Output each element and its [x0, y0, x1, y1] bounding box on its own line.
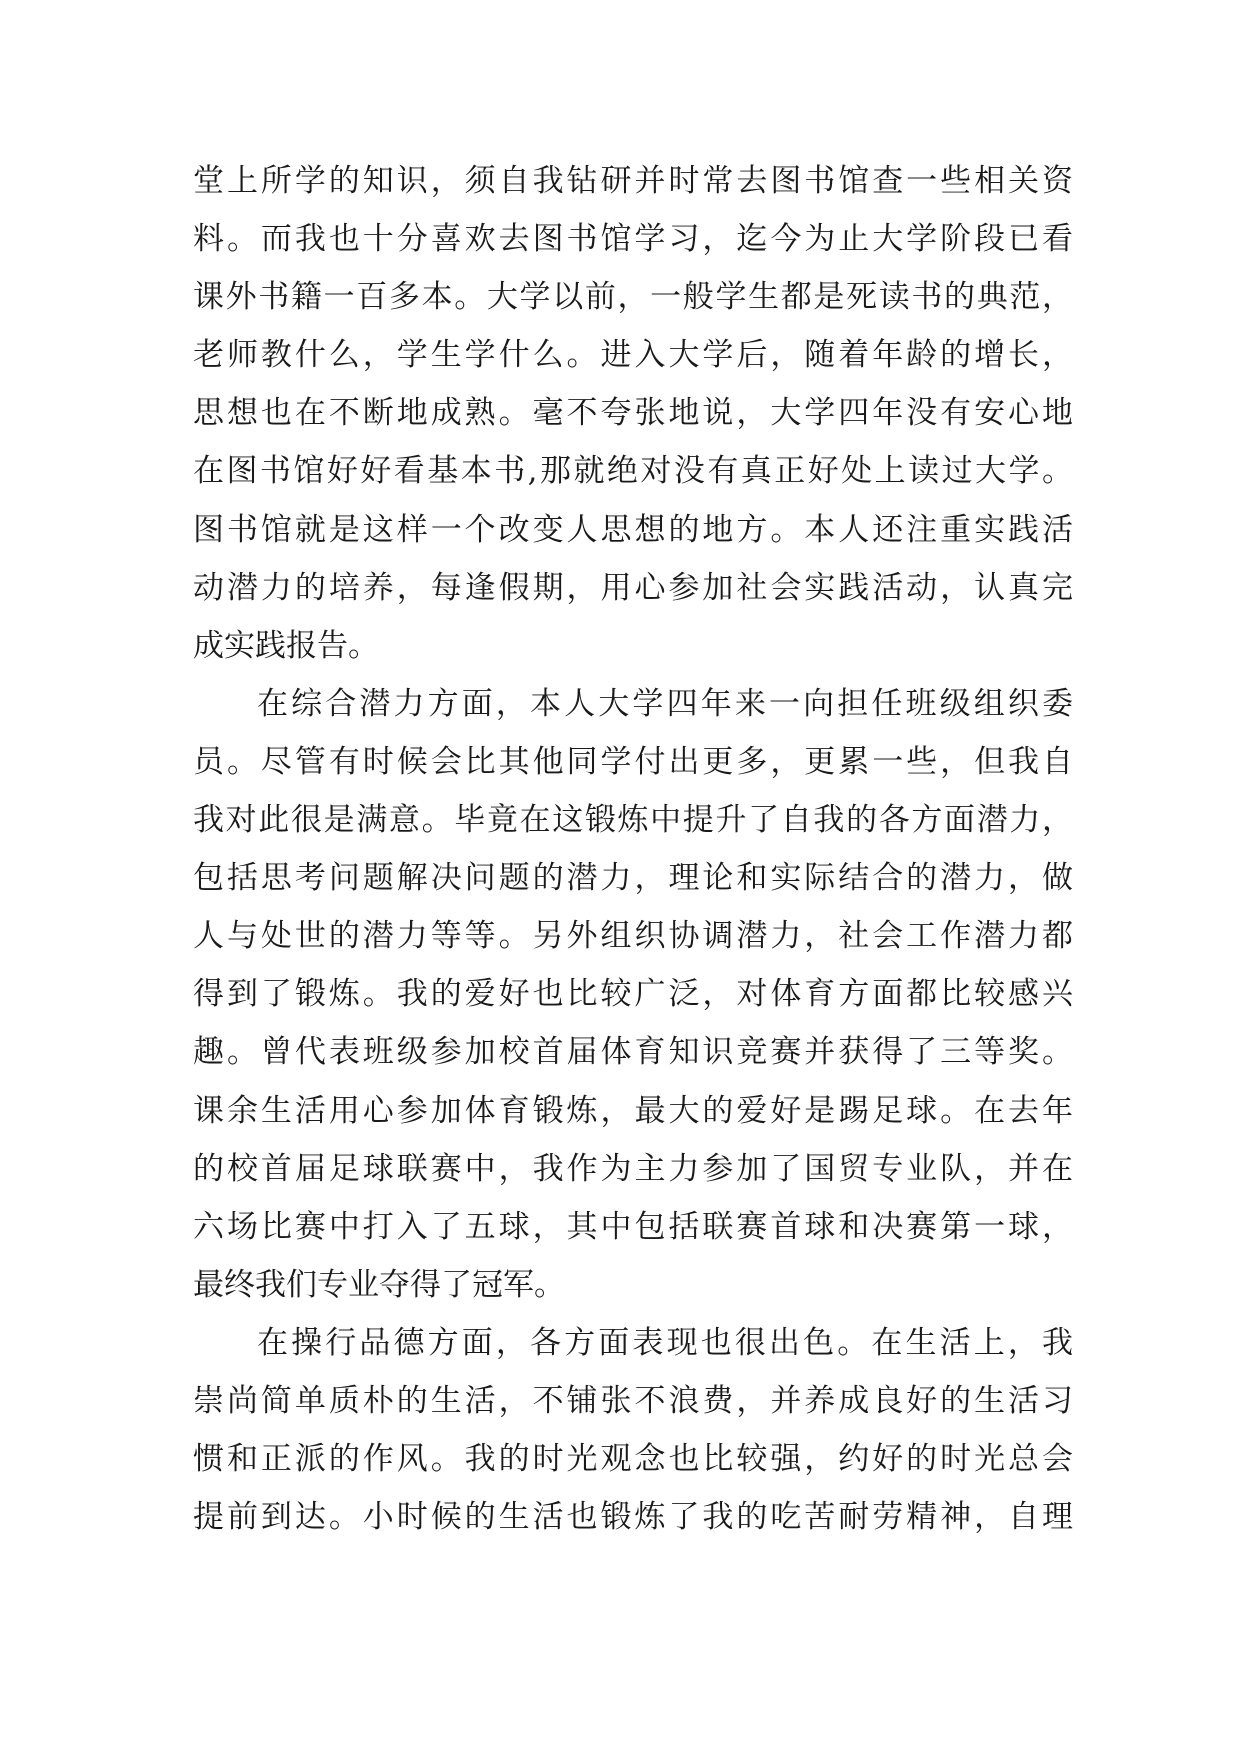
text-line: 趣。曾代表班级参加校首届体育知识竞赛并获得了三等奖。: [193, 1034, 1073, 1071]
text-line: 课外书籍一百多本。大学以前，一般学生都是死读书的典范，: [193, 279, 1073, 316]
text-line: 得到了锻炼。我的爱好也比较广泛，对体育方面都比较感兴: [193, 976, 1073, 1013]
text-line: 最终我们专业夺得了冠军。: [193, 1266, 565, 1303]
text-line: 在图书馆好好看基本书,那就绝对没有真正好处上读过大学。: [193, 453, 1073, 490]
paragraph-first-line: 在操行品德方面，各方面表现也很出色。在生活上，我: [257, 1324, 1073, 1361]
text-line: 图书馆就是这样一个改变人思想的地方。本人还注重实践活: [193, 511, 1073, 548]
text-line: 六场比赛中打入了五球，其中包括联赛首球和决赛第一球，: [193, 1208, 1073, 1245]
text-line: 崇尚简单质朴的生活，不铺张不浪费，并养成良好的生活习: [193, 1382, 1073, 1419]
text-line: 人与处世的潜力等等。另外组织协调潜力，社会工作潜力都: [193, 918, 1073, 955]
text-line: 成实践报告。: [193, 627, 379, 664]
paragraph-first-line: 在综合潜力方面，本人大学四年来一向担任班级组织委: [257, 685, 1073, 722]
text-line: 课余生活用心参加体育锻炼，最大的爱好是踢足球。在去年: [193, 1092, 1073, 1129]
text-line: 思想也在不断地成熟。毫不夸张地说，大学四年没有安心地: [193, 395, 1073, 432]
text-line: 动潜力的培养，每逢假期，用心参加社会实践活动，认真完: [193, 569, 1073, 606]
text-line: 料。而我也十分喜欢去图书馆学习，迄今为止大学阶段已看: [193, 221, 1073, 258]
body-text: [193, 152, 1073, 1546]
text-line: 惯和正派的作风。我的时光观念也比较强，约好的时光总会: [193, 1441, 1073, 1478]
text-line: 老师教什么，学生学什么。进入大学后，随着年龄的增长，: [193, 337, 1073, 374]
text-line: 提前到达。小时候的生活也锻炼了我的吃苦耐劳精神，自理: [193, 1499, 1073, 1536]
text-line: 的校首届足球联赛中，我作为主力参加了国贸专业队，并在: [193, 1150, 1073, 1187]
text-line: 我对此很是满意。毕竟在这锻炼中提升了自我的各方面潜力，: [193, 802, 1073, 839]
text-line: 堂上所学的知识，须自我钻研并时常去图书馆查一些相关资: [193, 163, 1073, 199]
text-line: 员。尽管有时候会比其他同学付出更多，更累一些，但我自: [193, 743, 1073, 780]
text-line: 包括思考问题解决问题的潜力，理论和实际结合的潜力，做: [193, 860, 1073, 897]
